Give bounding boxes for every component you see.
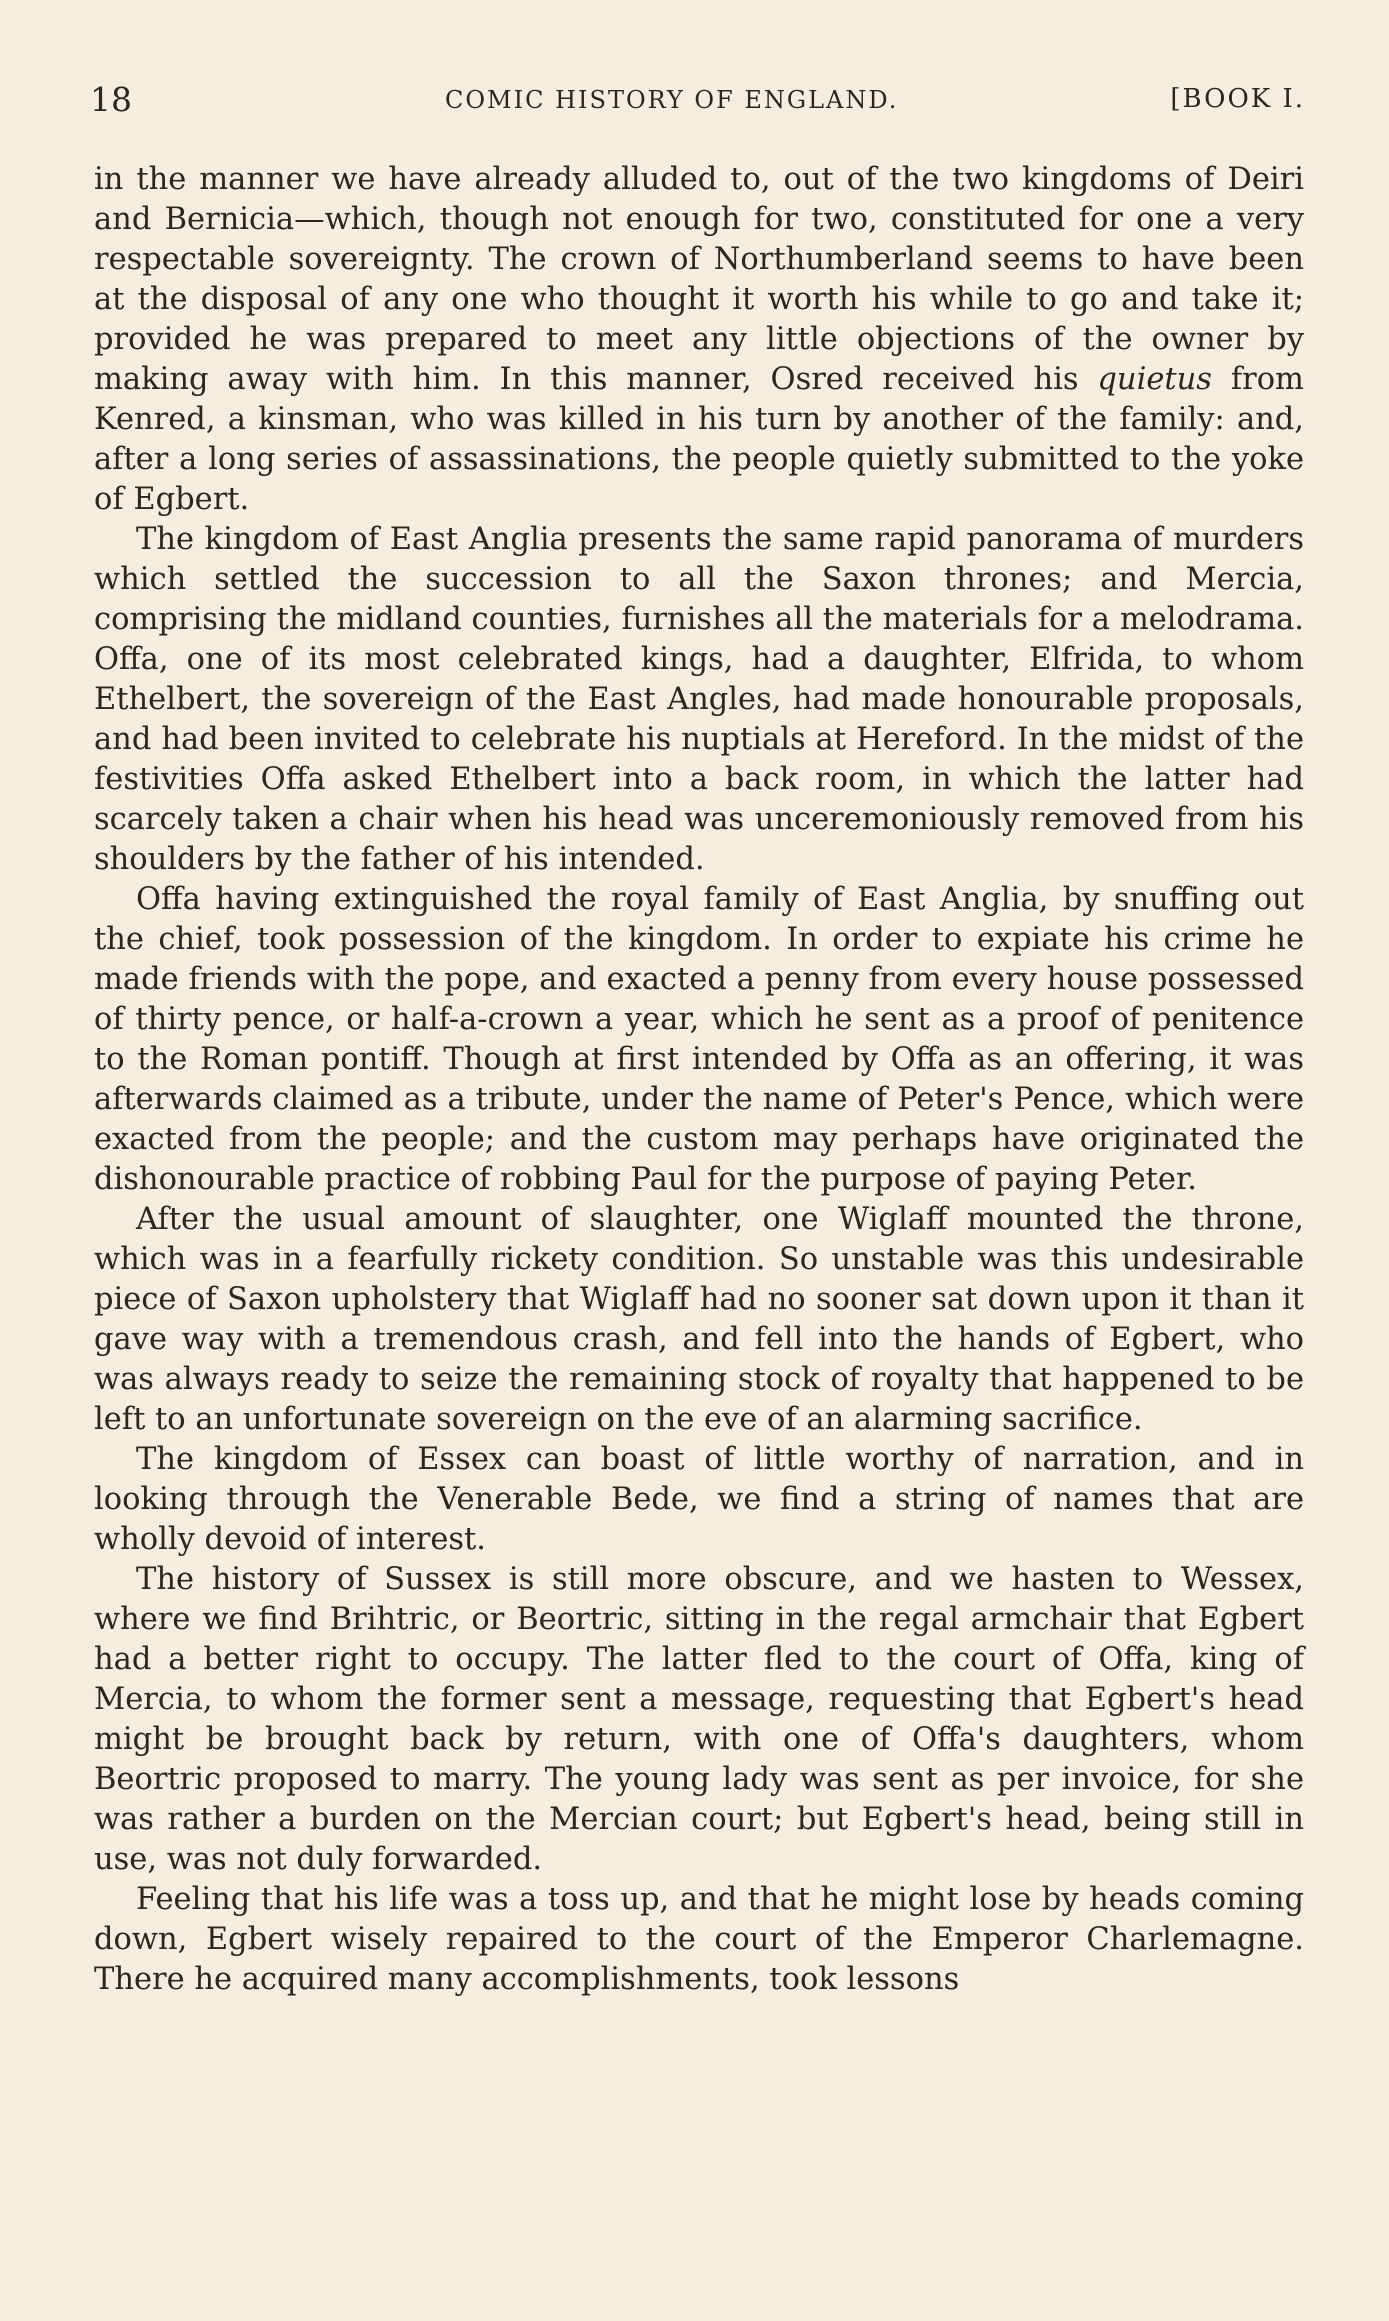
- page-header: [90, 80, 1305, 128]
- body-text: [94, 160, 1304, 2000]
- paragraph-1-text-before: in the manner we have already alluded to, out of the two kingdoms of Deiri and Bernicia—which, though not enough for two, constituted for one a very respectable sovereignty. The crown of Northumberland seems to have been at the disposal of any one who thought it worth his while to go and take it; provided he was prepared to meet any little objections of the owner by making away with him. In this manner, Osred received his: [94, 162, 1304, 397]
- paragraph-2: The kingdom of East Anglia presents the same rapid panorama of murders which settled the succession to all the Saxon thrones; and Mercia, comprising the midland counties, furnishes all the materials for a melodrama. Offa, one of its most celebrated kings, had a daughter, Elfrida, to whom Ethelbert, the sovereign of the East Angles, had made honourable proposals, and had been invited to celebrate his nuptials at Hereford. In the midst of the festivities Offa asked Ethelbert into a back room, in which the latter had scarcely taken a chair when his head was unceremoniously removed from his shoulders by the father of his intended.: [94, 522, 1304, 877]
- paragraph-6: The history of Sussex is still more obscure, and we hasten to Wessex, where we find Brihtric, or Beortric, sitting in the regal armchair that Egbert had a better right to occupy. The latter fled to the court of Offa, king of Mercia, to whom the former sent a message, requesting that Egbert's head might be brought back by return, with one of Offa's daughters, whom Beortric proposed to marry. The young lady was sent as per invoice, for she was rather a burden on the Mercian court; but Egbert's head, being still in use, was not duly forwarded.: [94, 1562, 1304, 1877]
- italic-word-quietus: quietus: [1097, 362, 1212, 397]
- page-number: 18: [90, 80, 132, 119]
- paragraph-5: The kingdom of Essex can boast of little worthy of narration, and in looking through the Venerable Bede, we find a string of names that are wholly devoid of interest.: [94, 1442, 1304, 1557]
- paragraph-1-text-after: from Kenred, a kinsman, who was killed in his turn by another of the family: and, after a long series of assassinations, the people quietly submitted to the yoke of Egbert.: [94, 362, 1304, 517]
- paragraph-1: [94, 160, 1304, 520]
- paragraph-7: Feeling that his life was a toss up, and that he might lose by heads coming down, Egbert wisely repaired to the court of the Emperor Charlemagne. There he acquired many accomplishments, took lessons: [94, 1882, 1304, 1997]
- paragraph-3: Offa having extinguished the royal family of East Anglia, by snuffing out the chief, took possession of the kingdom. In order to expiate his crime he made friends with the pope, and exacted a penny from every house possessed of thirty pence, or half-a-crown a year, which he sent as a proof of penitence to the Roman pontiff. Though at first intended by Offa as an offering, it was afterwards claimed as a tribute, under the name of Peter's Pence, which were exacted from the people; and the custom may perhaps have originated the dishonourable practice of robbing Paul for the purpose of paying Peter.: [94, 882, 1304, 1197]
- paragraph-4: After the usual amount of slaughter, one Wiglaff mounted the throne, which was in a fearfully rickety condition. So unstable was this undesirable piece of Saxon upholstery that Wiglaff had no sooner sat down upon it than it gave way with a tremendous crash, and fell into the hands of Egbert, who was always ready to seize the remaining stock of royalty that happened to be left to an unfortunate sovereign on the eve of an alarming sacrifice.: [94, 1202, 1304, 1437]
- book-label: [BOOK I.: [1170, 84, 1305, 114]
- running-title: COMIC HISTORY OF ENGLAND.: [445, 86, 899, 114]
